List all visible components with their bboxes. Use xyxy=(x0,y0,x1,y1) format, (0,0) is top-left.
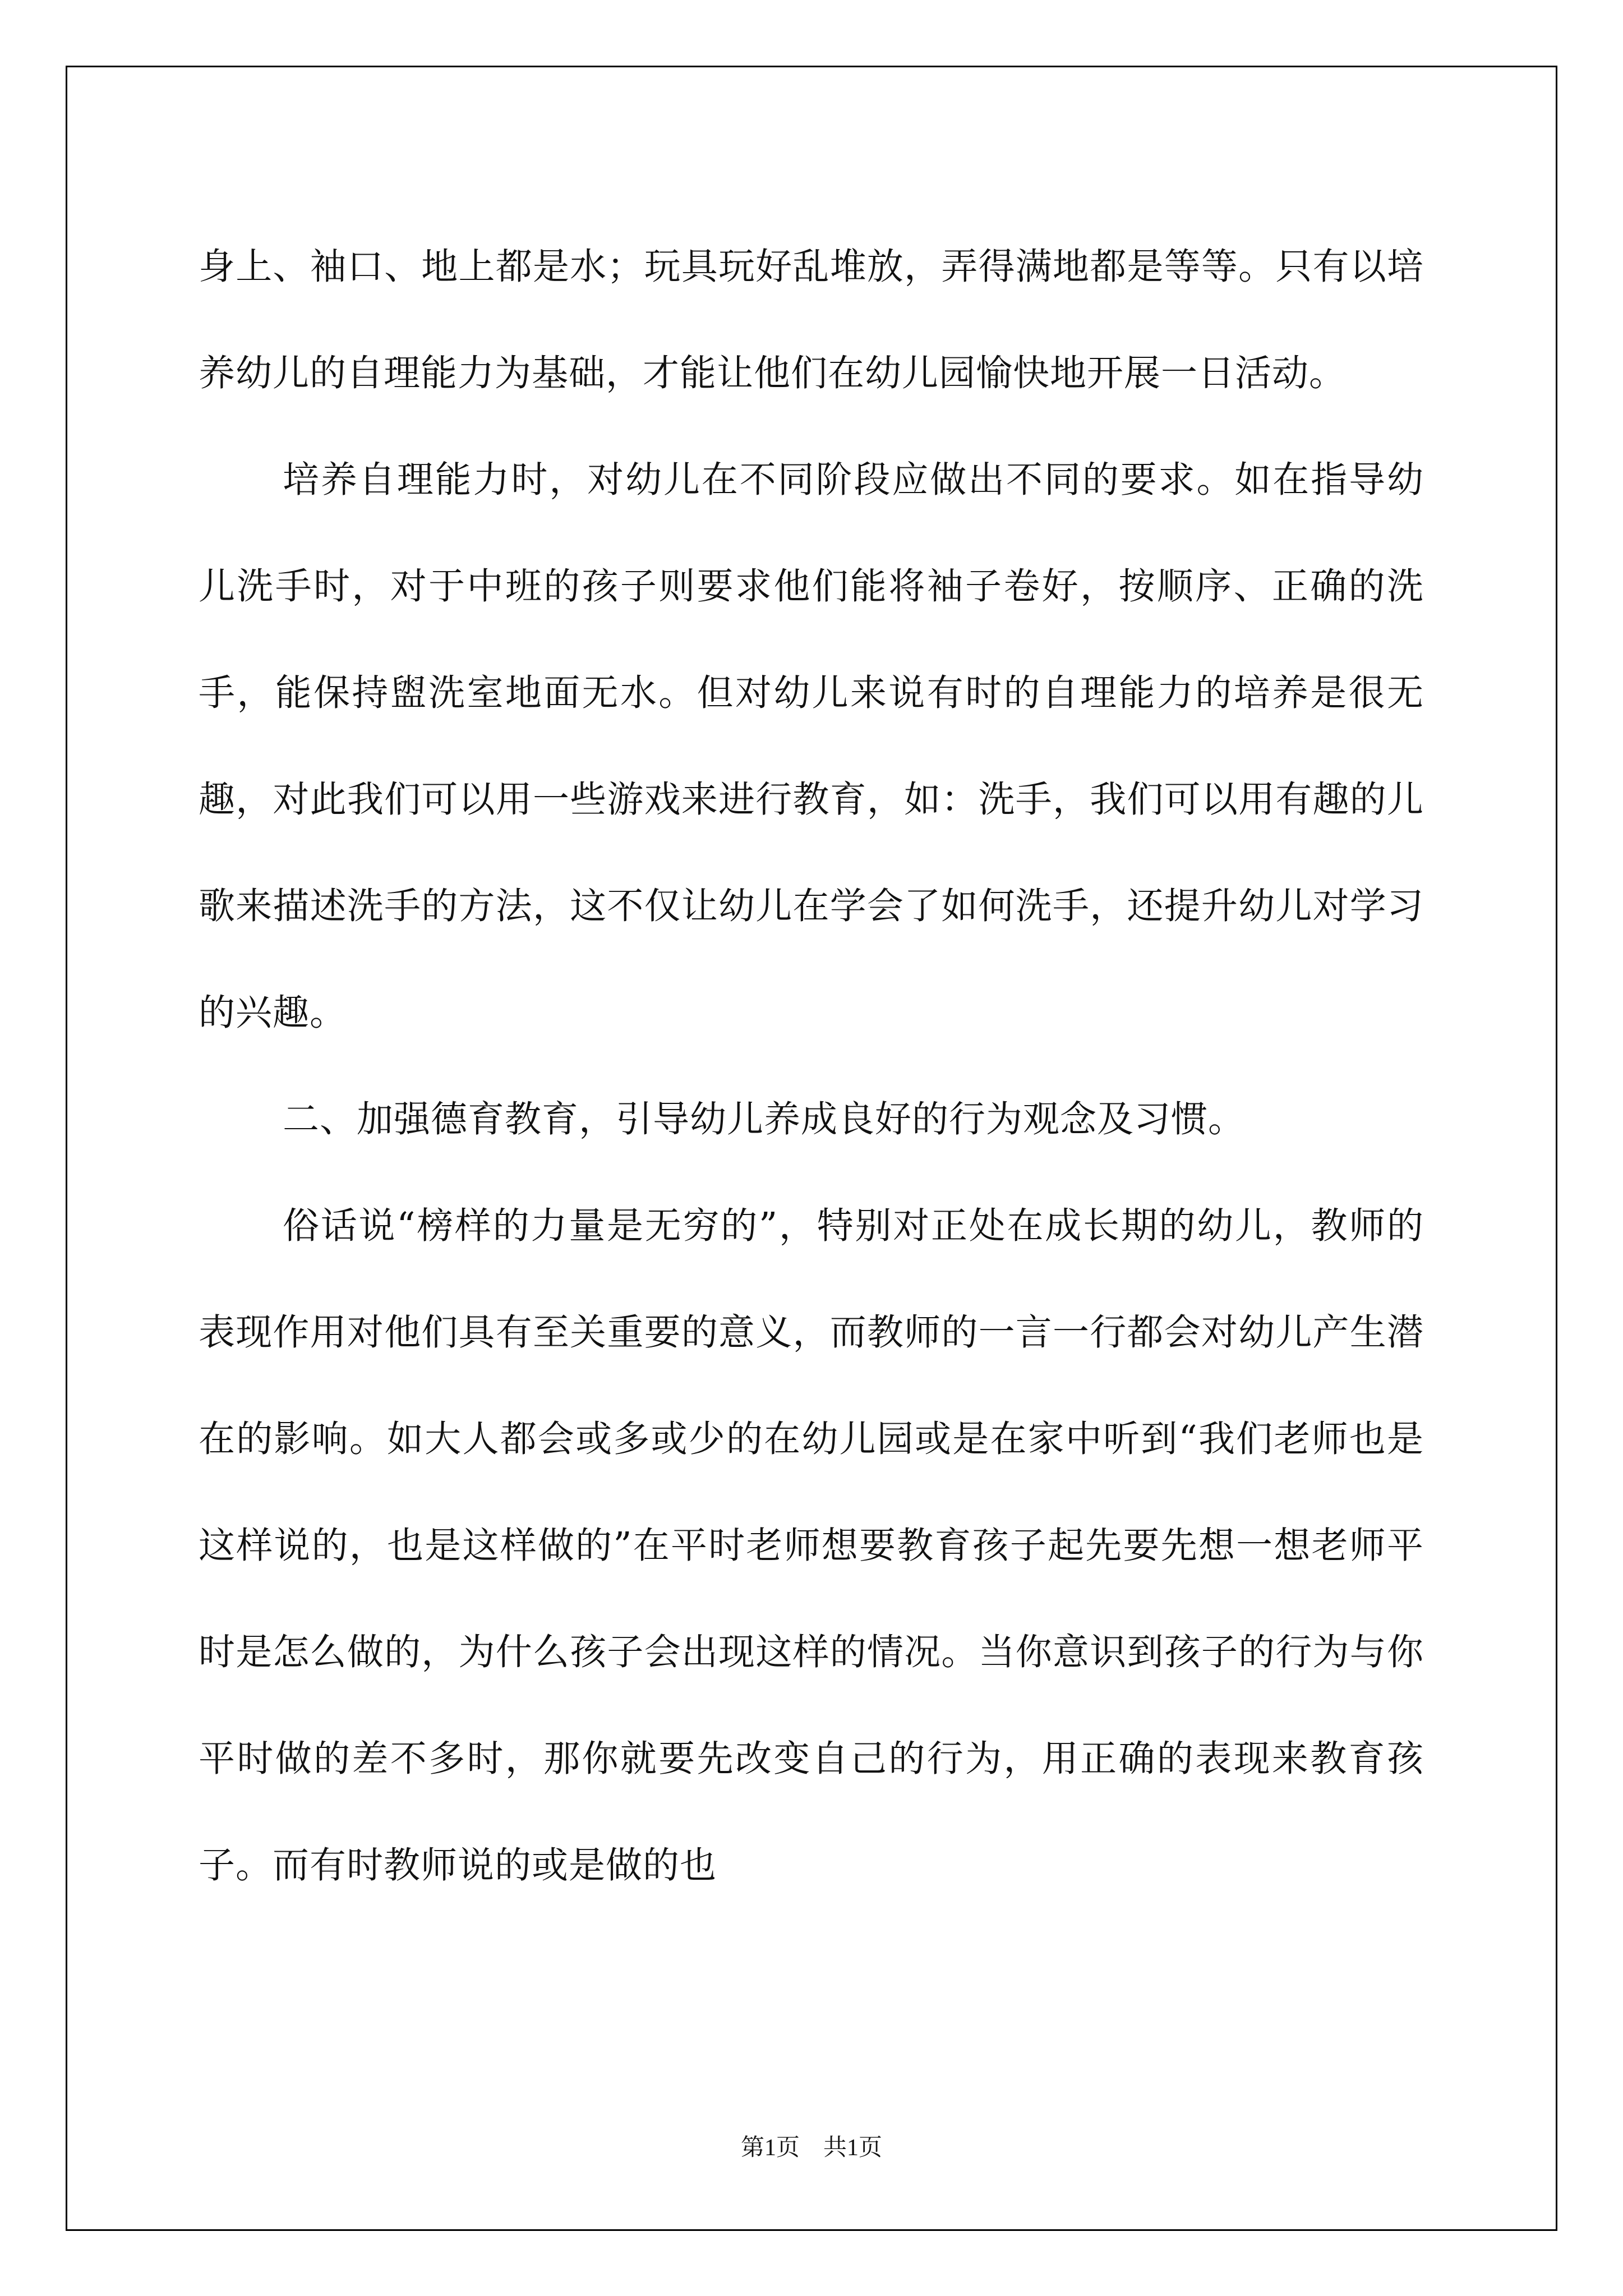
paragraph-self-care: 培养自理能力时，对幼儿在不同阶段应做出不同的要求。如在指导幼儿洗手时，对于中班的孩子则要求他们能将袖子卷好，按顺序、正确的洗手，能保持盥洗室地面无水。但对幼儿来说有时的自理能力的培养是很无趣，对此我们可以用一些游戏来进行教育，如：洗手，我们可以用有趣的儿歌来描述洗手的方法，这不仅让幼儿在学会了如何洗手，还提升幼儿对学习的兴趣。 xyxy=(199,459,1424,1034)
document-body xyxy=(199,214,1424,1919)
paragraph-role-model: 俗话说“榜样的力量是无穷的”，特别对正处在成长期的幼儿，教师的表现作用对他们具有至关重要的意义，而教师的一言一行都会对幼儿产生潜在的影响。如大人都会或多或少的在幼儿园或是在家中听到“我们老师也是这样说的，也是这样做的”在平时老师想要教育孩子起先要先想一想老师平时是怎么做的，为什么孩子会出现这样的情况。当你意识到孩子的行为与你平时做的差不多时，那你就要先改变自己的行为，用正确的表现来教育孩子。而有时教师说的或是做的也 xyxy=(199,1205,1424,1887)
paragraph-continuation: 身上、袖口、地上都是水；玩具玩好乱堆放，弄得满地都是等等。只有以培养幼儿的自理能力为基础，才能让他们在幼儿园愉快地开展一日活动。 xyxy=(199,246,1424,394)
page-number-footer: 第1页 共1页 xyxy=(740,2135,882,2161)
section-heading-moral-education: 二、加强德育教育，引导幼儿养成良好的行为观念及习惯。 xyxy=(283,1098,1246,1140)
